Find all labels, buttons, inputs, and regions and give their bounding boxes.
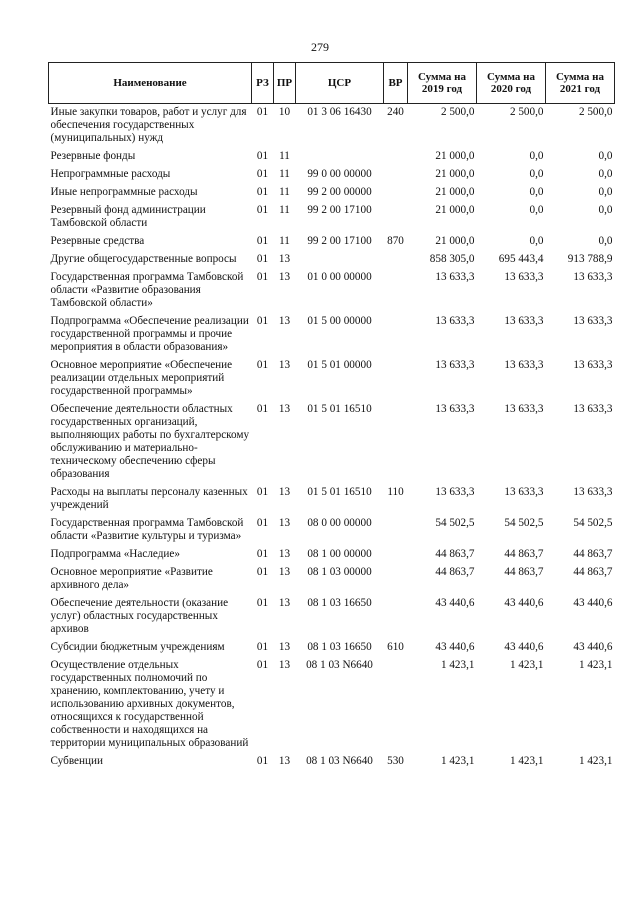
cell-rz: 01 [256,548,269,560]
cell-sum-2021: 0,0 [598,186,613,198]
cell-csr: 99 2 00 00000 [307,186,372,198]
cell-sum-2021: 13 633,3 [573,486,613,498]
cell-sum-2021: 0,0 [598,204,613,216]
cell-csr: 01 5 00 00000 [307,315,372,327]
cell-sum-2021: 44 863,7 [573,548,613,560]
cell-sum-2020: 44 863,7 [504,548,544,560]
cell-csr: 08 1 00 00000 [307,548,372,560]
cell-name: Иные непрограммные расходы [50,186,198,198]
cell-rz: 01 [256,641,269,653]
cell-sum-2019: 44 863,7 [435,548,475,560]
cell-sum-2021: 0,0 [598,168,613,180]
cell-name: Основное мероприятие «Обеспечение реализации отдельных мероприятий государственной программы» [50,359,233,397]
cell-vr [384,184,408,202]
table-row [49,515,615,546]
header-sum-2020: Сумма на 2020 год [477,63,546,104]
cell-vr: 240 [387,106,404,118]
cell-sum-2020: 0,0 [529,186,544,198]
cell-vr [384,546,408,564]
cell-name: Подпрограмма «Обеспечение реализации государственной программы и прочие мероприятия в области образования» [50,315,249,353]
cell-rz: 01 [256,315,269,327]
cell-sum-2020: 43 440,6 [504,641,544,653]
cell-vr [384,148,408,166]
cell-name: Осуществление отдельных государственных полномочий по хранению, комплектованию, учету и использованию архивных документов, относящихся к государственной собственности и находящихся на территории муниципальных образований [50,659,249,749]
cell-sum-2020: 0,0 [529,150,544,162]
cell-sum-2019: 2 500,0 [440,106,475,118]
budget-table [48,62,615,771]
cell-sum-2019: 21 000,0 [435,150,475,162]
cell-pr: 13 [278,403,291,415]
cell-pr: 10 [278,106,291,118]
cell-name: Основное мероприятие «Развитие архивного дела» [50,566,213,591]
cell-sum-2020: 43 440,6 [504,597,544,609]
cell-csr: 99 0 00 00000 [307,168,372,180]
cell-sum-2020: 1 423,1 [509,755,544,767]
cell-rz: 01 [256,186,269,198]
cell-sum-2020: 0,0 [529,168,544,180]
cell-sum-2021: 43 440,6 [573,597,613,609]
cell-sum-2020: 2 500,0 [509,106,544,118]
cell-sum-2020: 44 863,7 [504,566,544,578]
cell-sum-2019: 21 000,0 [435,204,475,216]
cell-sum-2019: 13 633,3 [435,486,475,498]
table-row [49,313,615,357]
cell-pr: 11 [279,235,290,247]
cell-sum-2021: 13 633,3 [573,403,613,415]
cell-sum-2021: 0,0 [598,235,613,247]
cell-rz: 01 [256,235,269,247]
table-row [49,251,615,269]
cell-sum-2019: 21 000,0 [435,168,475,180]
cell-name: Субсидии бюджетным учреждениям [50,641,225,653]
cell-sum-2019: 858 305,0 [429,253,475,265]
cell-vr: 110 [387,486,404,498]
table-row [49,639,615,657]
cell-csr: 01 0 00 00000 [307,271,372,283]
page-number: 279 [311,40,329,54]
cell-sum-2019: 21 000,0 [435,235,475,247]
cell-pr: 13 [278,755,291,767]
cell-pr: 11 [279,168,290,180]
cell-name: Государственная программа Тамбовской области «Развитие образования Тамбовской области» [50,271,244,309]
header-pr: ПР [274,63,296,104]
cell-vr [384,564,408,595]
cell-sum-2021: 13 633,3 [573,271,613,283]
cell-sum-2021: 0,0 [598,150,613,162]
cell-rz: 01 [256,168,269,180]
header-sum-2019: Сумма на 2019 год [408,63,477,104]
cell-vr [384,657,408,753]
cell-vr [384,401,408,484]
cell-sum-2019: 21 000,0 [435,186,475,198]
cell-rz: 01 [256,150,269,162]
cell-pr: 11 [279,150,290,162]
cell-csr: 08 1 03 16650 [307,597,372,609]
cell-sum-2019: 1 423,1 [440,659,475,671]
cell-name: Резервные фонды [50,150,136,162]
table-row [49,148,615,166]
cell-sum-2019: 54 502,5 [435,517,475,529]
cell-pr: 13 [278,659,291,671]
cell-rz: 01 [256,204,269,216]
cell-sum-2021: 1 423,1 [578,659,613,671]
cell-pr: 11 [279,204,290,216]
cell-pr: 13 [278,517,291,529]
cell-sum-2020: 54 502,5 [504,517,544,529]
cell-name: Обеспечение деятельности областных государственных организаций, выполняющих работы по бухгалтерскому обслуживанию и материально-техническому обеспечению сферы образования [50,403,250,480]
cell-sum-2019: 13 633,3 [435,403,475,415]
cell-csr: 01 5 01 00000 [307,359,372,371]
cell-name: Субвенции [50,755,103,767]
table-row [49,595,615,639]
cell-sum-2021: 44 863,7 [573,566,613,578]
cell-csr: 01 5 01 16510 [307,486,372,498]
cell-pr: 13 [278,486,291,498]
header-sum-2021: Сумма на 2021 год [546,63,615,104]
table-row [49,233,615,251]
cell-sum-2020: 13 633,3 [504,359,544,371]
cell-rz: 01 [256,566,269,578]
cell-csr: 01 5 01 16510 [307,403,372,415]
cell-sum-2021: 13 633,3 [573,315,613,327]
cell-sum-2021: 2 500,0 [578,106,613,118]
table-row [49,657,615,753]
cell-pr: 11 [279,186,290,198]
cell-sum-2021: 13 633,3 [573,359,613,371]
table-header-row [49,63,615,104]
cell-name: Расходы на выплаты персоналу казенных учреждений [50,486,248,511]
cell-vr [384,515,408,546]
table-row [49,564,615,595]
cell-csr: 08 0 00 00000 [307,517,372,529]
cell-rz: 01 [256,597,269,609]
cell-pr: 13 [278,641,291,653]
table-row [49,546,615,564]
cell-rz: 01 [256,271,269,283]
cell-csr [296,251,384,269]
cell-name: Подпрограмма «Наследие» [50,548,180,560]
header-csr: ЦСР [296,63,384,104]
cell-csr: 08 1 03 N6640 [306,659,373,671]
header-name: Наименование [49,63,252,104]
cell-rz: 01 [256,106,269,118]
cell-sum-2019: 13 633,3 [435,315,475,327]
cell-vr [384,166,408,184]
cell-sum-2019: 43 440,6 [435,641,475,653]
cell-rz: 01 [256,486,269,498]
cell-csr: 99 2 00 17100 [307,235,372,247]
cell-pr: 13 [278,271,291,283]
cell-sum-2021: 1 423,1 [578,755,613,767]
cell-sum-2019: 13 633,3 [435,271,475,283]
cell-vr [384,202,408,233]
cell-rz: 01 [256,755,269,767]
table-row [49,484,615,515]
cell-name: Государственная программа Тамбовской области «Развитие культуры и туризма» [50,517,244,542]
header-vr: ВР [384,63,408,104]
cell-sum-2021: 43 440,6 [573,641,613,653]
cell-name: Иные закупки товаров, работ и услуг для обеспечения государственных (муниципальных) нужд [50,106,247,144]
cell-rz: 01 [256,659,269,671]
cell-vr [384,313,408,357]
cell-csr: 99 2 00 17100 [307,204,372,216]
cell-pr: 13 [278,315,291,327]
cell-csr: 01 3 06 16430 [307,106,372,118]
table-row [49,269,615,313]
cell-vr [384,595,408,639]
cell-vr: 610 [387,641,404,653]
table-row [49,753,615,771]
cell-sum-2020: 13 633,3 [504,403,544,415]
cell-sum-2020: 0,0 [529,204,544,216]
cell-pr: 13 [278,566,291,578]
cell-sum-2019: 1 423,1 [440,755,475,767]
cell-rz: 01 [256,403,269,415]
cell-rz: 01 [256,359,269,371]
cell-pr: 13 [278,548,291,560]
cell-name: Непрограммные расходы [50,168,171,180]
cell-sum-2020: 1 423,1 [509,659,544,671]
cell-sum-2020: 13 633,3 [504,315,544,327]
cell-name: Обеспечение деятельности (оказание услуг) областных государственных архивов [50,597,229,635]
cell-csr [296,148,384,166]
cell-pr: 13 [278,253,291,265]
cell-sum-2020: 13 633,3 [504,486,544,498]
cell-csr: 08 1 03 00000 [307,566,372,578]
table-row [49,166,615,184]
cell-sum-2020: 0,0 [529,235,544,247]
cell-sum-2019: 43 440,6 [435,597,475,609]
cell-csr: 08 1 03 16650 [307,641,372,653]
cell-name: Резервные средства [50,235,145,247]
cell-pr: 13 [278,597,291,609]
cell-vr: 870 [387,235,404,247]
table-row [49,184,615,202]
table-row [49,104,615,149]
cell-name: Резервный фонд администрации Тамбовской области [50,204,206,229]
cell-csr: 08 1 03 N6640 [306,755,373,767]
table-body [49,104,615,772]
cell-sum-2019: 44 863,7 [435,566,475,578]
cell-sum-2020: 695 443,4 [498,253,544,265]
header-rz: РЗ [252,63,274,104]
table-row [49,357,615,401]
cell-rz: 01 [256,517,269,529]
cell-name: Другие общегосударственные вопросы [50,253,237,265]
cell-sum-2021: 913 788,9 [567,253,613,265]
table-row [49,202,615,233]
table-row [49,401,615,484]
cell-sum-2021: 54 502,5 [573,517,613,529]
cell-vr: 530 [387,755,404,767]
cell-sum-2020: 13 633,3 [504,271,544,283]
cell-vr [384,357,408,401]
cell-vr [384,251,408,269]
cell-sum-2019: 13 633,3 [435,359,475,371]
cell-rz: 01 [256,253,269,265]
cell-pr: 13 [278,359,291,371]
cell-vr [384,269,408,313]
